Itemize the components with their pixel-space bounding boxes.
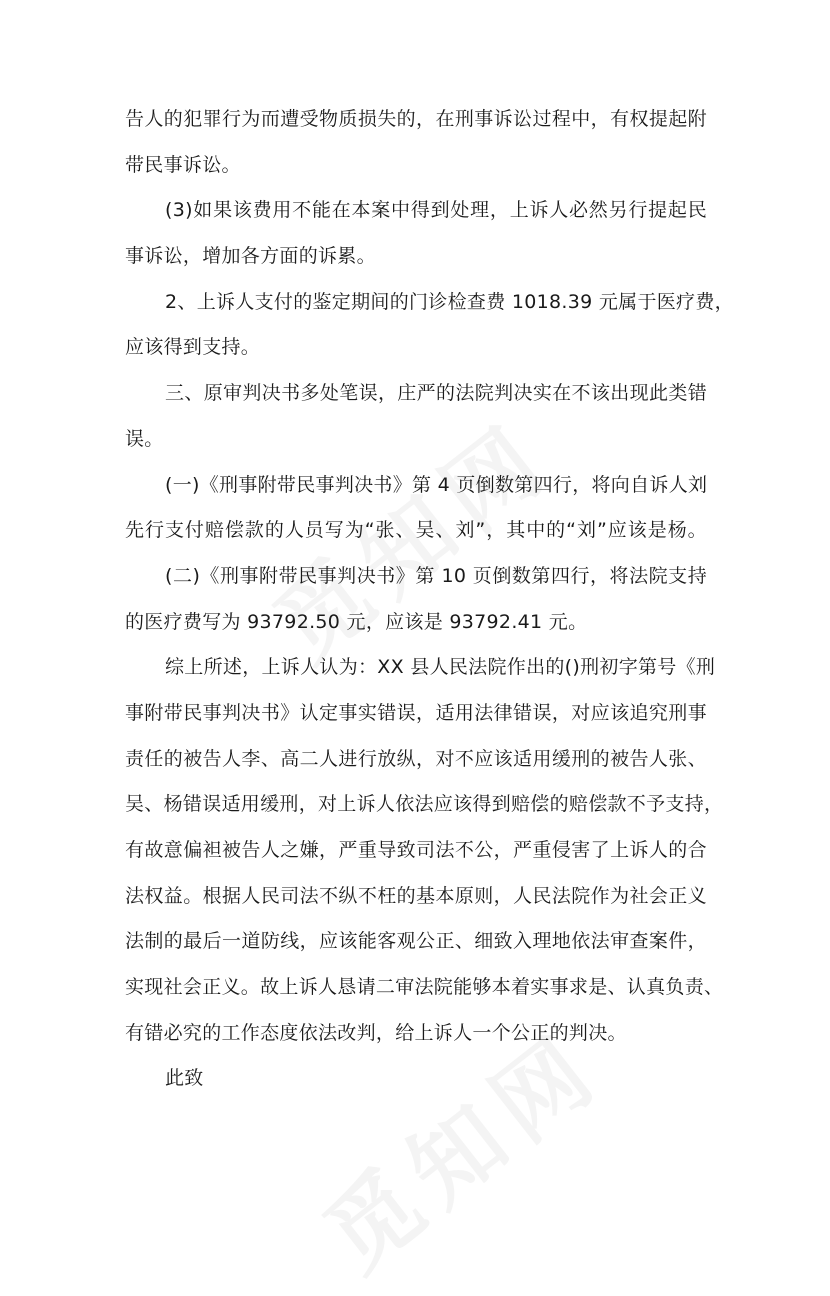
text-line: 告人的犯罪行为而遭受物质损失的，在刑事诉讼过程中，有权提起附 <box>125 108 707 130</box>
text-line: 吴、杨错误适用缓刑，对上诉人依法应该得到赔偿的赔偿款不予支持， <box>125 793 724 816</box>
text-line: 的医疗费写为 93792.50 元，应该是 93792.41 元。 <box>125 610 588 633</box>
text-line: 带民事诉讼。 <box>125 153 241 176</box>
text-line: (二)《刑事附带民事判决书》第 10 页倒数第四行，将法院支持 <box>165 564 707 587</box>
text-line: (一)《刑事附带民事判决书》第 4 页倒数第四行，将向自诉人刘 <box>165 473 708 496</box>
text-line: (3)如果该费用不能在本案中得到处理，上诉人必然另行提起民 <box>165 199 707 222</box>
text-line: 应该得到支持。 <box>125 336 261 359</box>
closing-salutation: 此致 <box>165 1067 204 1090</box>
text-line: 有故意偏袒被告人之嫌，严重导致司法不公，严重侵害了上诉人的合 <box>125 839 707 861</box>
text-line: 法制的最后一道防线，应该能客观公正、细致入理地依法审查案件， <box>125 930 707 953</box>
text-line: 先行支付赔偿款的人员写为“张、吴、刘”，其中的“刘”应该是杨。 <box>125 519 707 542</box>
text-line: 2、上诉人支付的鉴定期间的门诊检查费 1018.39 元属于医疗费， <box>165 290 734 313</box>
text-line: 法权益。根据人民司法不纵不枉的基本原则，人民法院作为社会正义 <box>125 884 707 907</box>
text-line: 事附带民事判决书》认定事实错误，适用法律错误，对应该追究刑事 <box>125 701 707 724</box>
text-line: 有错必究的工作态度依法改判，给上诉人一个公正的判决。 <box>125 1021 627 1044</box>
text-line: 综上所述，上诉人认为：XX 县人民法院作出的()刑初字第号《刑 <box>165 656 716 679</box>
text-line: 实现社会正义。故上诉人恳请二审法院能够本着实事求是、认真负责、 <box>125 976 724 999</box>
text-line: 责任的被告人李、高二人进行放纵，对不应该适用缓刑的被告人张、 <box>125 747 707 770</box>
text-line: 三、原审判决书多处笔误，庄严的法院判决实在不该出现此类错 <box>165 382 707 405</box>
text-line: 事诉讼，增加各方面的诉累。 <box>125 245 376 268</box>
text-line: 误。 <box>125 427 164 450</box>
document-body <box>125 97 734 1102</box>
